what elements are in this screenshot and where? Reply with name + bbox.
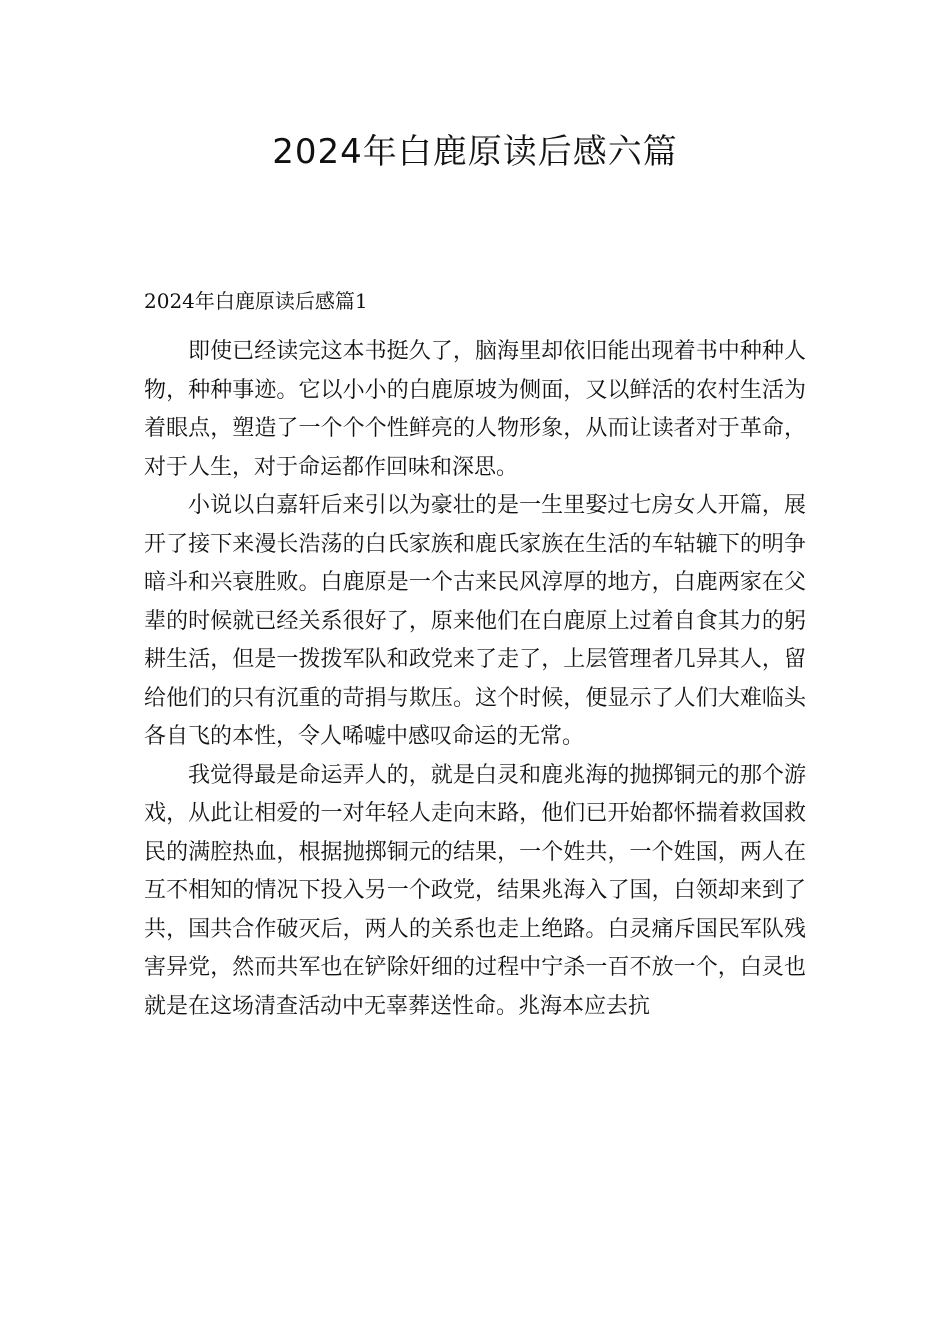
document-body — [144, 333, 806, 1026]
paragraph: 小说以白嘉轩后来引以为豪壮的是一生里娶过七房女人开篇，展开了接下来漫长浩荡的白氏家族和鹿氏家族在生活的车轱辘下的明争暗斗和兴衰胜败。白鹿原是一个古来民风淳厚的地方，白鹿两家在父辈的时候就已经关系很好了，原来他们在白鹿原上过着自食其力的躬耕生活，但是一拨拨军队和政党来了走了，上层管理者几异其人，留给他们的只有沉重的苛捐与欺压。这个时候，便显示了人们大难临头各自飞的本性，令人唏嘘中感叹命运的无常。 — [144, 493, 806, 749]
paragraph: 我觉得最是命运弄人的，就是白灵和鹿兆海的抛掷铜元的那个游戏，从此让相爱的一对年轻人走向末路，他们已开始都怀揣着救国救民的满腔热血，根据抛掷铜元的结果，一个姓共，一个姓国，两人在互不相知的情况下投入另一个政党，结果兆海入了国，白领却来到了共，国共合作破灭后，两人的关系也走上绝路。白灵痛斥国民军队残害异党，然而共军也在铲除奸细的过程中宁杀一百不放一个，白灵也就是在这场清查活动中无辜葬送性命。兆海本应去抗 — [144, 762, 806, 1019]
document-title: 2024年白鹿原读后感六篇 — [272, 132, 678, 172]
section-heading: 2024年白鹿原读后感篇1 — [144, 289, 368, 313]
paragraph: 即使已经读完这本书挺久了，脑海里却依旧能出现着书中种种人物，种种事迹。它以小小的白鹿原坡为侧面，又以鲜活的农村生活为着眼点，塑造了一个个个性鲜亮的人物形象，从而让读者对于革命，对于人生，对于命运都作回味和深思。 — [144, 339, 806, 480]
